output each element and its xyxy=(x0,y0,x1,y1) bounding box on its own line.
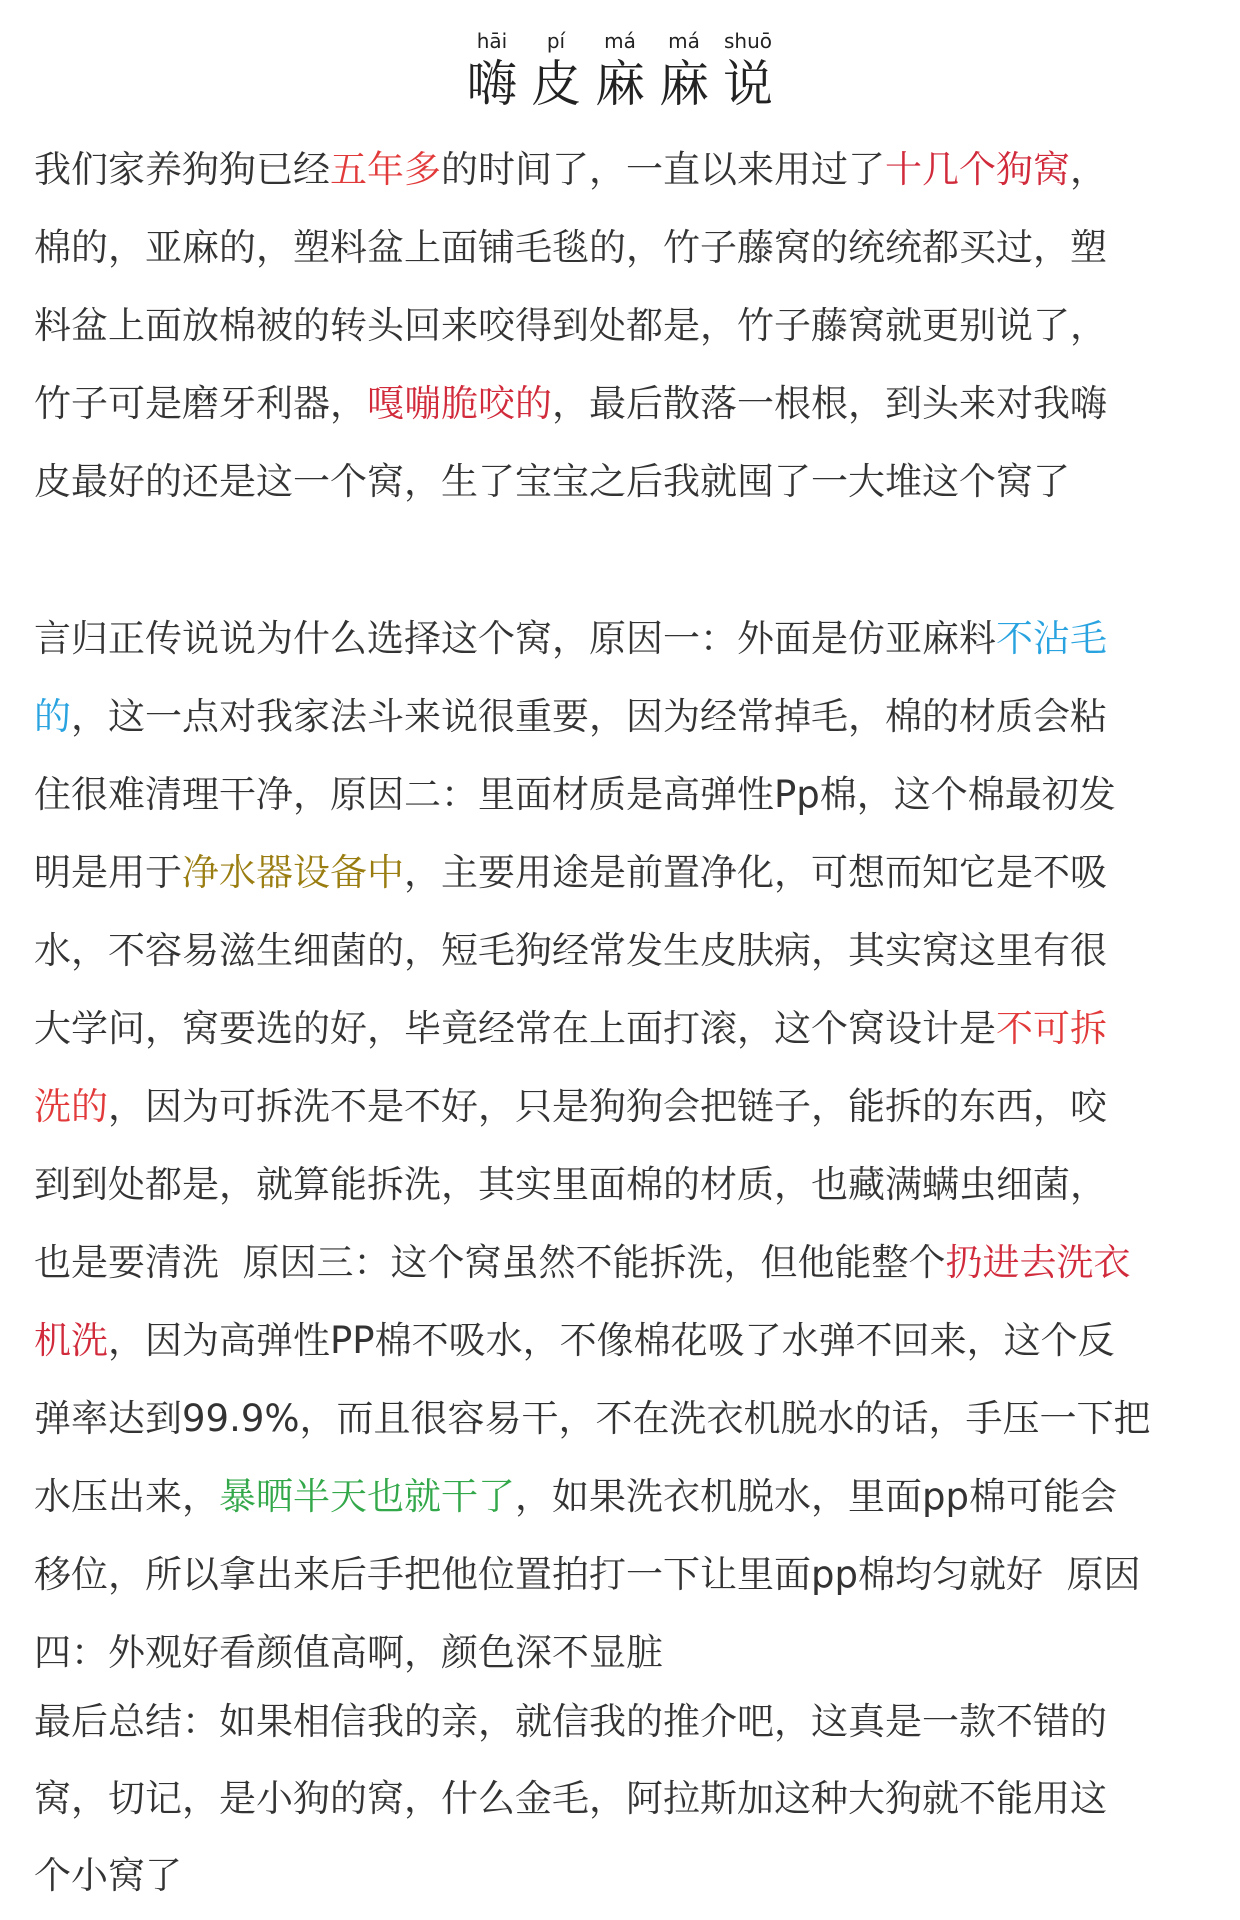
text-line xyxy=(34,365,1214,443)
text-run: 言归正传说说为什么选择这个窝，原因一：外面是仿亚麻料 xyxy=(34,617,996,660)
highlight-water-purifier: 净水器设备中 xyxy=(182,851,404,894)
paragraph-intro xyxy=(34,131,1214,521)
text-run: 也是要清洗 原因三：这个窝虽然不能拆洗，但他能整个 xyxy=(34,1241,946,1284)
title-char-4: 麻 xyxy=(659,55,709,113)
text-line: 四：外观好看颜值高啊，颜色深不显脏 xyxy=(34,1631,663,1674)
title-char-3: 麻 xyxy=(595,55,645,113)
text-line xyxy=(34,1224,1214,1302)
paragraph-reasons xyxy=(34,600,1214,1692)
text-line xyxy=(34,990,1214,1068)
highlight-not-removable-end: 洗的 xyxy=(34,1085,108,1128)
highlight-crunchy: 嘎嘣脆咬的 xyxy=(367,382,552,425)
highlight-machine-wash: 扔进去洗衣 xyxy=(945,1241,1131,1284)
text-run: 水压出来， xyxy=(34,1475,219,1518)
text-line: 棉的，亚麻的，塑料盆上面铺毛毯的，竹子藤窝的统统都买过，塑 xyxy=(34,226,1107,269)
text-line: 弹率达到99.9%，而且很容易干，不在洗衣机脱水的话，手压一下把 xyxy=(34,1397,1151,1440)
text-line: 皮最好的还是这一个窝，生了宝宝之后我就囤了一大堆这个窝了 xyxy=(34,460,1070,503)
text-line: 最后总结：如果相信我的亲，就信我的推介吧，这真是一款不错的 xyxy=(34,1700,1107,1743)
highlight-sun-dry: 暴晒半天也就干了 xyxy=(219,1475,515,1518)
text-line xyxy=(34,834,1214,912)
pinyin-2: pí xyxy=(546,29,566,53)
text-run: 竹子可是磨牙利器， xyxy=(34,382,367,425)
text-line: 住很难清理干净，原因二：里面材质是高弹性Pp棉，这个棉最初发 xyxy=(34,773,1116,816)
text-line xyxy=(34,131,1214,209)
pinyin-5: shuō xyxy=(723,29,772,53)
text-run: ，主要用途是前置净化，可想而知它是不吸 xyxy=(404,851,1107,894)
text-line: 个小窝了 xyxy=(34,1854,182,1897)
pinyin-1: hāi xyxy=(476,29,508,53)
text-run: ，如果洗衣机脱水，里面pp棉可能会 xyxy=(515,1475,1117,1518)
text-line xyxy=(34,1458,1214,1536)
title-char-1: 嗨 xyxy=(467,55,517,113)
highlight-years: 五年多 xyxy=(330,148,441,191)
highlight-count: 十几个狗窝 xyxy=(885,148,1070,191)
highlight-machine-wash-end: 机洗 xyxy=(34,1319,108,1362)
pinyin-4: má xyxy=(668,29,700,53)
hanzi-row xyxy=(460,54,780,114)
title-char-2: 皮 xyxy=(531,55,581,113)
text-run: 的时间了，一直以来用过了 xyxy=(441,148,885,191)
text-run: 明是用于 xyxy=(34,851,182,894)
text-line xyxy=(34,1302,1214,1380)
text-run: ， xyxy=(1070,148,1107,191)
text-line: 料盆上面放棉被的转头回来咬得到处都是，竹子藤窝就更别说了， xyxy=(34,304,1107,347)
article-title xyxy=(0,28,1240,114)
text-line: 移位，所以拿出来后手把他位置拍打一下让里面pp棉均匀就好 原因 xyxy=(34,1553,1141,1596)
highlight-no-hair-end: 的 xyxy=(34,695,71,738)
text-line: 水，不容易滋生细菌的，短毛狗经常发生皮肤病，其实窝这里有很 xyxy=(34,929,1107,972)
text-line xyxy=(34,1068,1214,1146)
highlight-no-hair: 不沾毛 xyxy=(996,617,1107,660)
text-run: 大学问，窝要选的好，毕竟经常在上面打滚，这个窝设计是 xyxy=(34,1007,996,1050)
pinyin-row xyxy=(460,28,780,54)
text-run: 我们家养狗狗已经 xyxy=(34,148,330,191)
text-run: ，因为可拆洗不是不好，只是狗狗会把链子，能拆的东西，咬 xyxy=(108,1085,1107,1128)
pinyin-3: má xyxy=(604,29,636,53)
text-line xyxy=(34,678,1214,756)
text-line xyxy=(34,600,1214,678)
title-char-5: 说 xyxy=(723,55,773,113)
highlight-not-removable: 不可拆 xyxy=(996,1007,1107,1050)
title-pinyin-table xyxy=(460,28,780,114)
text-run: ，最后散落一根根，到头来对我嗨 xyxy=(552,382,1107,425)
text-line: 窝，切记，是小狗的窝，什么金毛，阿拉斯加这种大狗就不能用这 xyxy=(34,1777,1107,1820)
text-line: 到到处都是，就算能拆洗，其实里面棉的材质，也藏满螨虫细菌， xyxy=(34,1163,1107,1206)
text-run: ，这一点对我家法斗来说很重要，因为经常掉毛，棉的材质会粘 xyxy=(71,695,1107,738)
paragraph-summary xyxy=(34,1683,1214,1914)
text-run: ，因为高弹性PP棉不吸水，不像棉花吸了水弹不回来，这个反 xyxy=(108,1319,1115,1362)
